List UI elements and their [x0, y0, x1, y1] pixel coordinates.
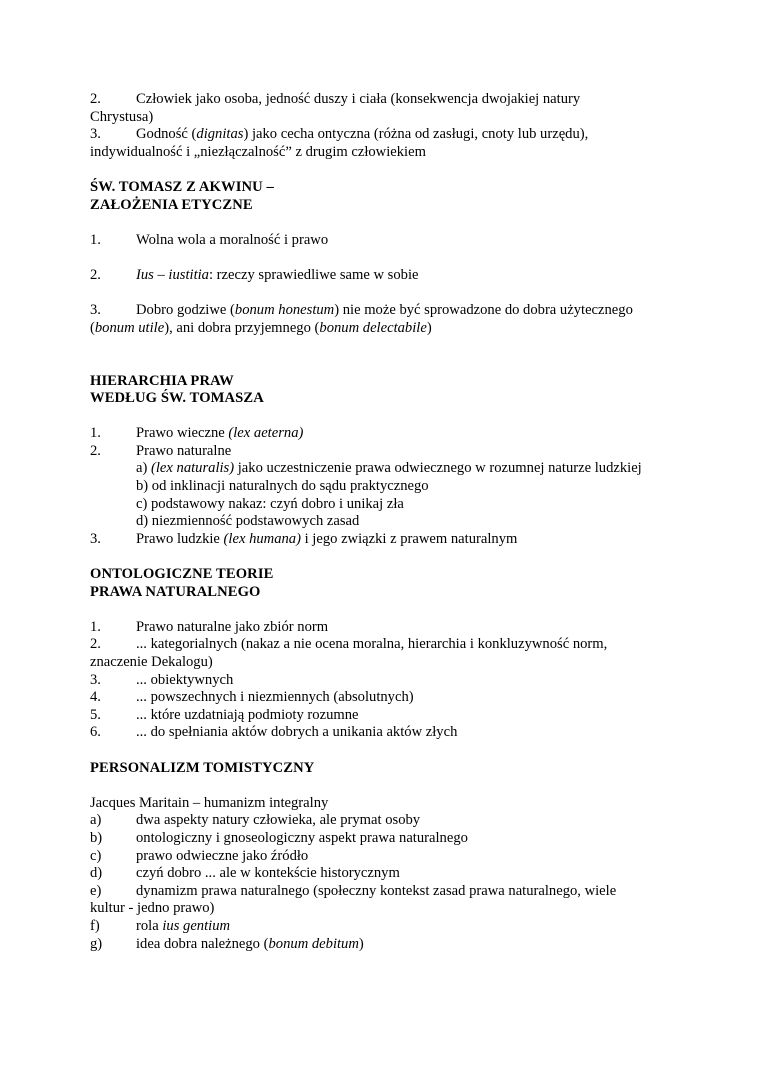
section-heading: HIERARCHIA PRAW [90, 372, 234, 389]
list-item-continuation: znaczenie Dekalogu) [90, 654, 213, 670]
intro-item-3: 3. Godność (dignitas) jako cecha ontyczna (różna od zasługi, cnoty lub urzędu), [90, 126, 589, 143]
sub-item: d) niezmienność podstawowych zasad [136, 513, 360, 530]
section-heading: ZAŁOŻENIA ETYCZNE [90, 196, 253, 213]
intro-item-2: 2. Człowiek jako osoba, jedność duszy i ciała (konsekwencja dwojakiej natury [90, 91, 581, 107]
list-item: 2. ... kategorialnych (nakaz a nie ocena moralna, hierarchia i konkluzywność norm, [90, 636, 608, 653]
list-item: f) rola ius gentium [90, 917, 231, 934]
sub-item: a) (lex naturalis) jako uczestniczenie prawa odwiecznego w rozumnej naturze ludzkiej [136, 460, 642, 477]
section-heading: PERSONALIZM TOMISTYCZNY [90, 759, 315, 776]
list-item-continuation: kultur - jedno prawo) [90, 900, 215, 917]
list-item: 6. ... do spełniania aktów dobrych a unikania aktów złych [90, 724, 458, 741]
intro-item-2-continuation: Chrystusa) [90, 108, 154, 125]
list-item: 4. ... powszechnych i niezmiennych (absolutnych) [90, 689, 414, 706]
intro-item-3-continuation: indywidualność i „niezłączalność” z drugim człowiekiem [90, 143, 426, 160]
list-item: 2. Ius – iustitia: rzeczy sprawiedliwe same w sobie [90, 266, 419, 283]
list-item: 3. Dobro godziwe (bonum honestum) nie może być sprowadzone do dobra użytecznego [90, 302, 633, 319]
list-item: e) dynamizm prawa naturalnego (społeczny kontekst zasad prawa naturalnego, wiele [90, 882, 617, 899]
list-item: d) czyń dobro ... ale w kontekście historycznym [90, 865, 400, 882]
list-item-continuation: (bonum utile), ani dobra przyjemnego (bonum delectabile) [90, 319, 432, 336]
list-item: 3. Prawo ludzkie (lex humana) i jego związki z prawem naturalnym [90, 530, 518, 547]
section-heading: PRAWA NATURALNEGO [90, 583, 261, 600]
sub-item: b) od inklinacji naturalnych do sądu praktycznego [136, 478, 429, 495]
list-item: 2. Prawo naturalne [90, 442, 232, 459]
document-page [90, 91, 675, 953]
list-item: 1. Wolna wola a moralność i prawo [90, 231, 329, 248]
list-item: a) dwa aspekty natury człowieka, ale prymat osoby [90, 812, 421, 829]
list-item: 1. Prawo naturalne jako zbiór norm [90, 618, 329, 635]
list-item: g) idea dobra należnego (bonum debitum) [90, 935, 364, 952]
sub-item: c) podstawowy nakaz: czyń dobro i unikaj zła [136, 495, 404, 512]
list-item: 3. ... obiektywnych [90, 671, 234, 688]
list-item: 1. Prawo wieczne (lex aeterna) [90, 425, 304, 442]
list-item: 5. ... które uzdatniają podmioty rozumne [90, 706, 359, 723]
section-heading: ONTOLOGICZNE TEORIE [90, 566, 274, 583]
list-item: b) ontologiczny i gnoseologiczny aspekt prawa naturalnego [90, 829, 468, 846]
section-heading: ŚW. TOMASZ Z AKWINU – [90, 178, 274, 195]
section-intro: Jacques Maritain – humanizm integralny [90, 794, 329, 811]
section-heading: WEDŁUG ŚW. TOMASZA [90, 390, 264, 407]
list-item: c) prawo odwieczne jako źródło [90, 847, 309, 864]
